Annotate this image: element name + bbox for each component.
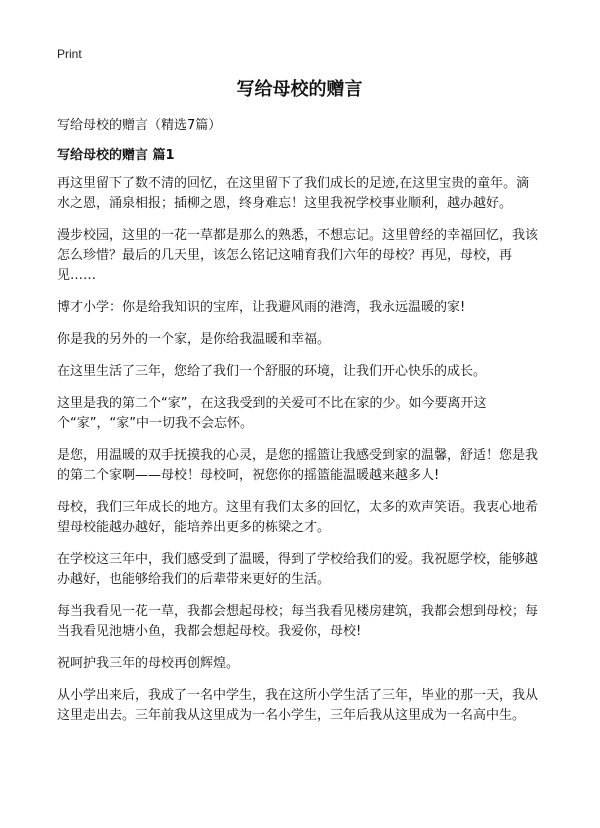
section-heading: 写给母校的赠言 篇1 <box>57 148 175 163</box>
paragraph: 这里是我的第二个“家”，在这我受到的关爱可不比在家的少。如今要离开这个“家”，“家”中一切我不会忘怀。 <box>57 396 487 431</box>
paragraph: 在这里生活了三年，您给了我们一个舒服的环境，让我们开心快乐的成长。 <box>57 364 487 379</box>
page-title: 写给母校的赠言 <box>236 79 363 100</box>
paragraph: 漫步校园，这里的一花一草都是那么的熟悉，不想忘记。这里曾经的幸福回忆，我该怎么珍惜？最后的几天里，该怎么铭记这哺育我们六年的母校？再见，母校，再见…… <box>57 228 539 283</box>
paragraph: 每当我看见一花一草，我都会想起母校；每当我看见楼房建筑，我都会想到母校；每当我看见池塘小鱼，我都会想起母校。我爱你，母校! <box>57 604 539 639</box>
paragraph: 祝呵护我三年的母校再创辉煌。 <box>57 656 240 671</box>
paragraph: 在学校这三年中，我们感受到了温暖，得到了学校给我们的爱。我祝愿学校，能够越办越好，也能够给我们的后辈带来更好的生活。 <box>57 552 539 587</box>
paragraph: 是您，用温暖的双手抚摸我的心灵，是您的摇篮让我感受到家的温馨，舒适！您是我的第二个家啊——母校！母校呵，祝您你的摇篮能温暖越来越多人! <box>57 448 539 483</box>
document-subtitle: 写给母校的赠言（精选7篇） <box>57 118 222 133</box>
paragraph-list <box>57 174 542 726</box>
paragraph: 从小学出来后，我成了一名中学生，我在这所小学生活了三年，毕业的那一天，我从这里走出去。三年前我从这里成为一名小学生，三年后我从这里成为一名高中生。 <box>57 688 539 723</box>
paragraph: 再这里留下了数不清的回忆，在这里留下了我们成长的足迹,在这里宝贵的童年。滴水之恩，涌泉相报；插柳之恩，终身难忘！这里我祝学校事业顺利，越办越好。 <box>57 176 530 211</box>
print-link[interactable]: Print <box>57 47 82 61</box>
paragraph: 博才小学：你是给我知识的宝库，让我避风雨的港湾，我永远温暖的家! <box>57 300 466 315</box>
paragraph: 你是我的另外的一个家，是你给我温暖和幸福。 <box>57 332 331 347</box>
paragraph: 母校，我们三年成长的地方。这里有我们太多的回忆，太多的欢声笑语。我衷心地希望母校能越办越好，能培养出更多的栋梁之才。 <box>57 500 539 535</box>
